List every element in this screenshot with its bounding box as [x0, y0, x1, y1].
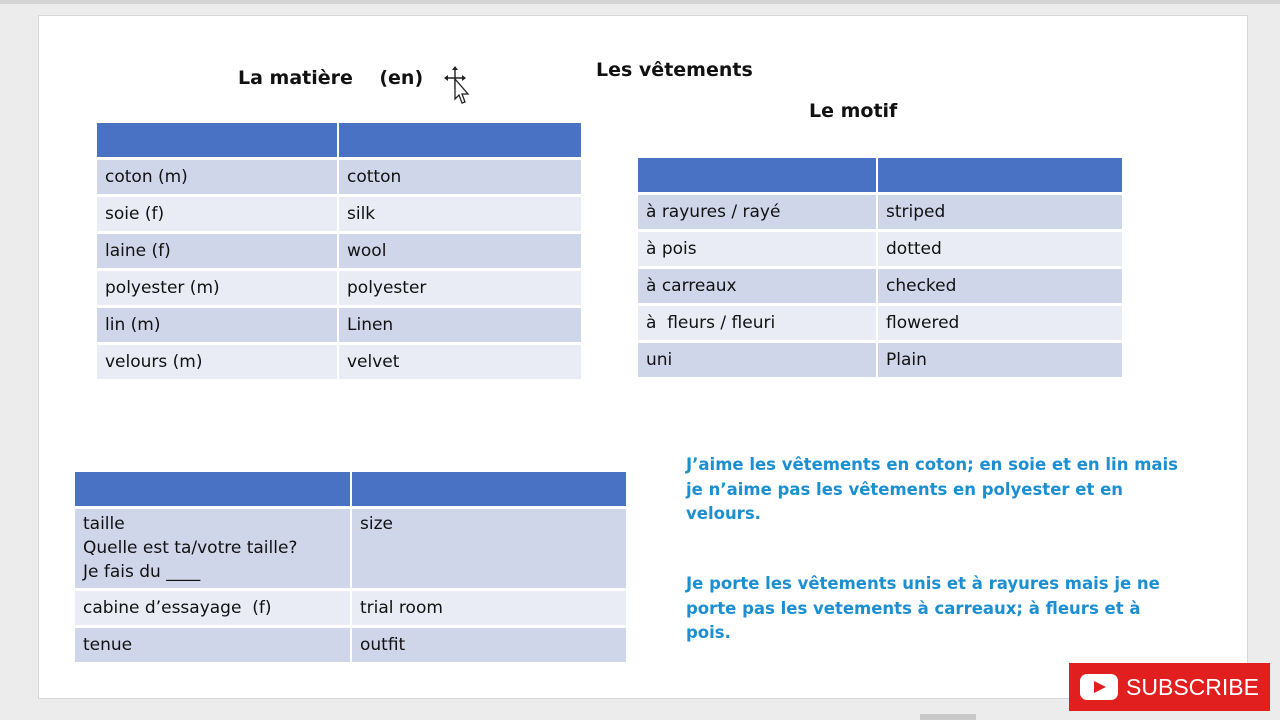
english-word: outfit: [352, 625, 626, 662]
table-row: [638, 303, 1122, 340]
french-word: laine (f): [97, 231, 339, 268]
table-row: [638, 229, 1122, 266]
french-word: taille Quelle est ta/votre taille? Je fais du ____: [75, 506, 352, 588]
english-word: dotted: [878, 229, 1122, 266]
english-word: size: [352, 506, 626, 588]
english-word: wool: [339, 231, 581, 268]
french-word: uni: [638, 340, 878, 377]
french-word: à fleurs / fleuri: [638, 303, 878, 340]
table-row: [638, 340, 1122, 377]
french-word: velours (m): [97, 342, 339, 379]
table-row: [97, 342, 581, 379]
pattern-table: [638, 158, 1122, 377]
table-row: [97, 157, 581, 194]
table-row: [638, 266, 1122, 303]
english-word: striped: [878, 192, 1122, 229]
table-row: [75, 588, 626, 625]
subscribe-label: SUBSCRIBE: [1126, 673, 1259, 700]
header-cell: [638, 158, 878, 192]
english-word: cotton: [339, 157, 581, 194]
french-word: cabine d’essayage (f): [75, 588, 352, 625]
english-word: polyester: [339, 268, 581, 305]
french-word: soie (f): [97, 194, 339, 231]
size-table-header: [75, 472, 626, 506]
french-word: à rayures / rayé: [638, 192, 878, 229]
material-table-header: [97, 123, 581, 157]
subscribe-button[interactable]: [1069, 663, 1270, 711]
english-word: Plain: [878, 340, 1122, 377]
size-table: [75, 472, 626, 662]
french-word: tenue: [75, 625, 352, 662]
table-row: [75, 506, 626, 588]
english-word: trial room: [352, 588, 626, 625]
header-cell: [75, 472, 352, 506]
heading-clothes: Les vêtements: [596, 59, 753, 81]
move-cursor-icon: [443, 65, 473, 107]
table-row: [638, 192, 1122, 229]
header-cell: [339, 123, 581, 157]
english-word: checked: [878, 266, 1122, 303]
heading-material: La matière (en): [238, 67, 424, 89]
french-word: polyester (m): [97, 268, 339, 305]
english-word: Linen: [339, 305, 581, 342]
header-cell: [97, 123, 339, 157]
french-word: à pois: [638, 229, 878, 266]
french-word: coton (m): [97, 157, 339, 194]
horizontal-scrollbar[interactable]: [920, 714, 976, 720]
heading-pattern: Le motif: [809, 100, 898, 122]
example-sentence-wears: Je porte les vêtements unis et à rayures mais je ne porte pas les vetements à carreaux; à fleurs et à pois.: [686, 574, 1160, 642]
table-row: [75, 625, 626, 662]
table-row: [97, 305, 581, 342]
table-row: [97, 268, 581, 305]
pattern-table-header: [638, 158, 1122, 192]
top-edge: [0, 0, 1280, 4]
english-word: silk: [339, 194, 581, 231]
table-row: [97, 231, 581, 268]
youtube-play-icon: [1080, 674, 1118, 700]
english-word: flowered: [878, 303, 1122, 340]
french-word: à carreaux: [638, 266, 878, 303]
header-cell: [878, 158, 1122, 192]
english-word: velvet: [339, 342, 581, 379]
table-row: [97, 194, 581, 231]
header-cell: [352, 472, 626, 506]
example-sentence-likes: J’aime les vêtements en coton; en soie et en lin mais je n’aime pas les vêtements en polyester et en velours.: [686, 455, 1178, 523]
french-word: lin (m): [97, 305, 339, 342]
material-table: [97, 123, 581, 379]
